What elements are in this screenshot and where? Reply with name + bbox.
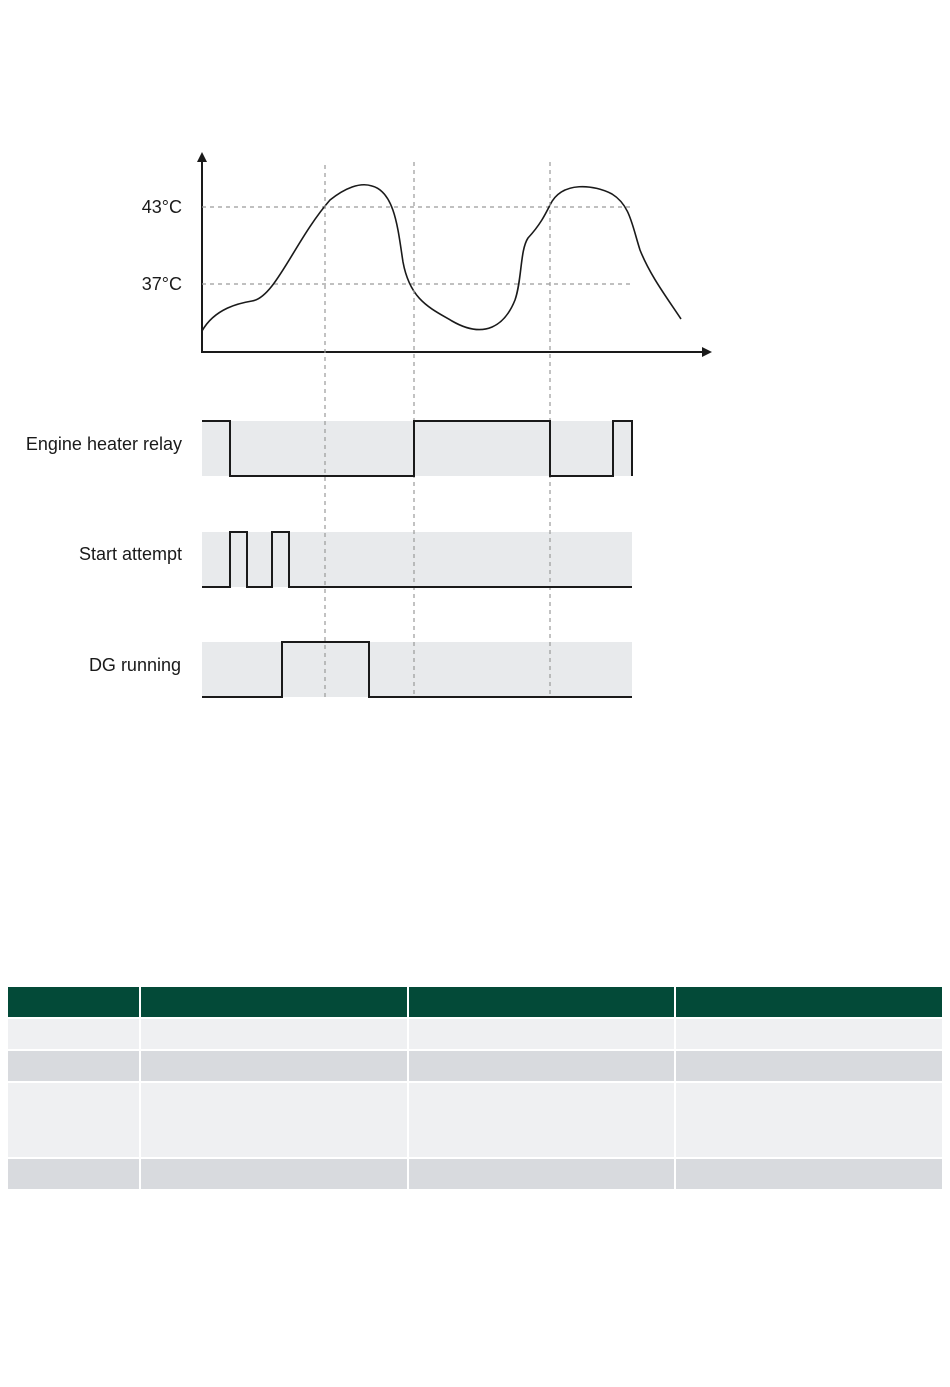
table-row <box>8 1018 942 1050</box>
table-cell <box>140 1018 408 1050</box>
table-cell <box>140 1082 408 1158</box>
table-header-cell <box>140 987 408 1018</box>
table-header-cell <box>408 987 675 1018</box>
table-cell <box>8 1158 140 1190</box>
table-cell <box>140 1158 408 1190</box>
band-start-attempt <box>202 532 632 587</box>
x-axis-arrow-icon <box>702 347 712 357</box>
band-engine-heater-relay <box>202 421 632 476</box>
table-cell <box>675 1018 942 1050</box>
table-cell <box>8 1018 140 1050</box>
table-cell <box>8 1082 140 1158</box>
table-row <box>8 1050 942 1082</box>
table-cell <box>675 1050 942 1082</box>
threshold-label-37: 37°C <box>141 274 182 294</box>
table-header-cell <box>675 987 942 1018</box>
table-cell <box>408 1050 675 1082</box>
table-header-row <box>8 987 942 1018</box>
threshold-label-43: 43°C <box>141 197 182 217</box>
signal-label-start-attempt: Start attempt <box>78 544 182 564</box>
table-cell <box>675 1158 942 1190</box>
band-dg-running <box>202 642 632 697</box>
table-row <box>8 1082 942 1158</box>
temperature-curve <box>202 185 681 331</box>
table-cell <box>408 1158 675 1190</box>
data-table <box>8 987 942 1191</box>
table-row <box>8 1158 942 1190</box>
table-cell <box>675 1082 942 1158</box>
table-cell <box>408 1082 675 1158</box>
table-cell <box>8 1050 140 1082</box>
temperature-axes <box>201 160 703 352</box>
y-axis-arrow-icon <box>197 152 207 162</box>
table-cell <box>408 1018 675 1050</box>
table-cell <box>140 1050 408 1082</box>
table-header-cell <box>8 987 140 1018</box>
signal-label-engine-heater-relay: Engine heater relay <box>25 434 182 454</box>
signal-label-dg-running: DG running <box>88 655 181 675</box>
